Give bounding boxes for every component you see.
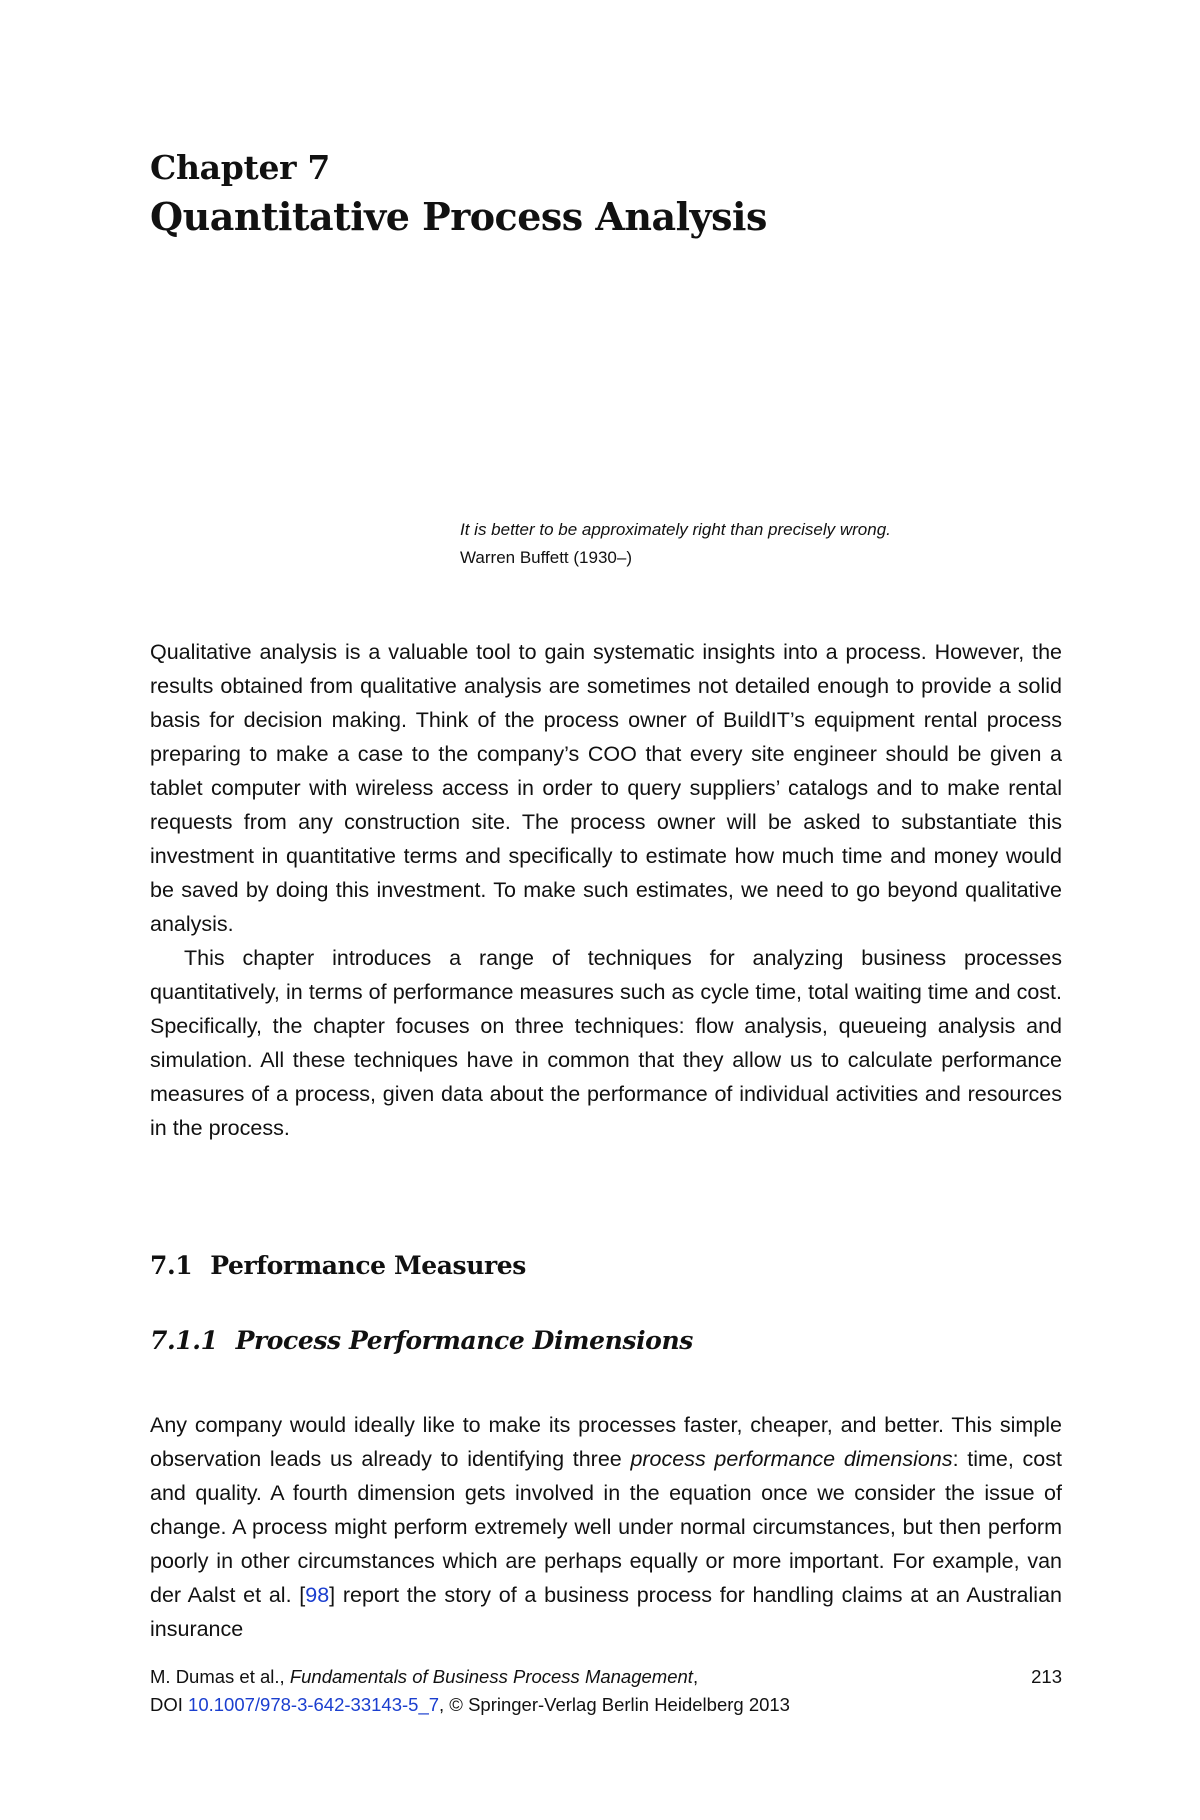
dimensions-text-end: ] report the story of a business process for handling claims at an Australian insurance [150, 1583, 1062, 1641]
footer-doi-prefix: DOI [150, 1694, 189, 1715]
intro-paragraph-1: Qualitative analysis is a valuable tool to gain systematic insights into a process. However, the results obtained from qualitative analysis are sometimes not detailed enough to provide a solid basis for decision making. Think of the process owner of BuildIT’s equipment rental process preparing to make a case to the company’s COO that every site engineer should be given a tablet computer with wireless access in order to query suppliers’ catalogs and to make rental requests from any construction site. The process owner will be asked to substantiate this investment in quantitative terms and specifically to estimate how much time and money would be saved by doing this investment. To make such estimates, we need to go beyond qualitative analysis. [150, 640, 1062, 936]
citation-link[interactable]: 98 [305, 1583, 330, 1607]
subsection-title: Process Performance Dimensions [235, 1326, 693, 1355]
chapter-label: Chapter 7 [150, 148, 331, 187]
section-number: 7.1 [150, 1251, 193, 1280]
footer-book-title: Fundamentals of Business Process Management [289, 1666, 693, 1687]
intro-paragraph-2: This chapter introduces a range of techniques for analyzing business processes quantitatively, in terms of performance measures such as cycle time, total waiting time and cost. Specifically, the chapter focuses on three techniques: flow analysis, queueing analysis and simulation. All these techniques have in common that they allow us to calculate performance measures of a process, given data about the performance of individual activities and resources in the process. [150, 946, 1062, 1140]
dimensions-paragraph [150, 1408, 1062, 1646]
section-title: Performance Measures [210, 1251, 526, 1280]
epigraph-attribution: Warren Buffett (1930–) [460, 548, 632, 567]
epigraph-quote: It is better to be approximately right than precisely wrong. [460, 520, 891, 539]
page-number: 213 [1031, 1666, 1062, 1687]
chapter-title: Quantitative Process Analysis [150, 194, 767, 239]
epigraph [460, 516, 891, 572]
dimensions-text-start: Any company would ideally like to make its processes faster, cheaper, and better. This simple observation leads us already to identifying three [150, 1413, 1062, 1471]
dimensions-term: process performance dimensions [630, 1447, 953, 1471]
footer-doi-line [150, 1691, 1062, 1719]
dimensions-text-middle: : time, cost and quality. A fourth dimension gets involved in the equation once we consider the issue of change. A process might perform extremely well under normal circumstances, but then perform poorly in other circumstances which are perhaps equally or more important. For example, van der Aalst et al. [ [150, 1447, 1062, 1607]
subsection-number: 7.1.1 [150, 1326, 218, 1355]
subsection-heading [150, 1326, 693, 1355]
dimensions-text [150, 1408, 1062, 1646]
intro-text [150, 635, 1062, 1145]
footer-authors: M. Dumas et al., [150, 1666, 290, 1687]
page-footer [150, 1663, 1062, 1719]
section-heading [150, 1251, 526, 1280]
book-page [150, 0, 1062, 1820]
footer-book-suffix: , [692, 1666, 699, 1687]
footer-citation-line [150, 1663, 1062, 1691]
doi-link[interactable]: 10.1007/978-3-642-33143-5_7 [188, 1694, 440, 1715]
footer-copyright: , © Springer-Verlag Berlin Heidelberg 2013 [439, 1694, 790, 1715]
